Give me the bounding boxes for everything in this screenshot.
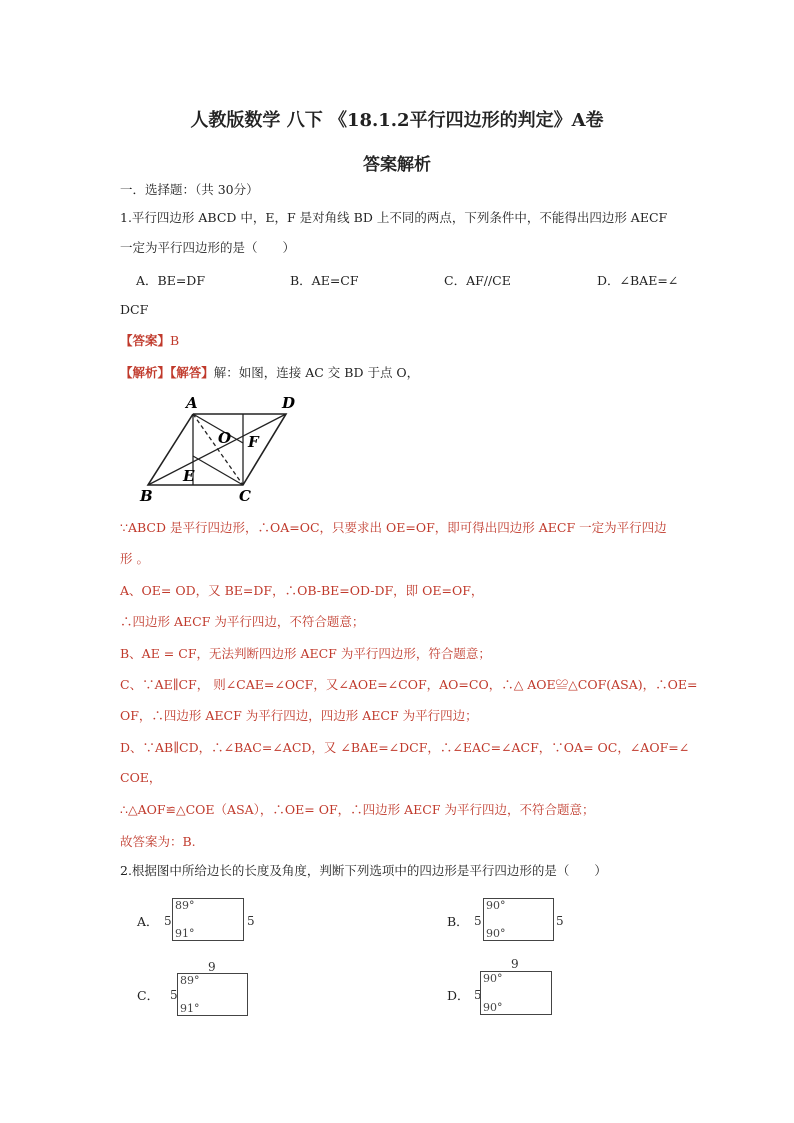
q2-a-bottom-angle: 91° xyxy=(175,927,195,940)
q1-option-c: C．AF//CE xyxy=(444,273,511,288)
analysis-label: 【解析】【解答】 xyxy=(120,365,214,380)
q2-c-top-side: 9 xyxy=(208,960,216,974)
segment-ec xyxy=(193,456,243,485)
analysis-text: 解：如图，连接 AC 交 BD 于点 O， xyxy=(213,365,420,380)
solution-line-2: 形 。 xyxy=(120,551,149,566)
q2-option-c-label: C． xyxy=(137,988,160,1003)
label-e: E xyxy=(183,467,195,485)
label-o: O xyxy=(218,429,232,447)
q2-a-right-side: 5 xyxy=(247,914,255,928)
q1-analysis xyxy=(120,365,419,381)
q2-d-top-angle: 90° xyxy=(483,972,503,985)
q2-c-top-angle: 89° xyxy=(180,974,200,987)
q2-c-left-side: 5 xyxy=(170,988,178,1002)
solution-line-11: 故答案为：B. xyxy=(120,834,196,849)
answer-label: 【答案】 xyxy=(120,333,171,348)
solution-line-1: ∵ABCD 是平行四边形，∴OA=OC，只要求出 OE=OF，即可得出四边形 AECF 一定为平行四边 xyxy=(120,520,667,535)
q2-option-b-label: B． xyxy=(447,914,469,929)
q2-stem: 2.根据图中所给边长的长度及角度，判断下列选项中的四边形是平行四边形的是（ ） xyxy=(120,863,607,878)
q2-b-right-side: 5 xyxy=(556,914,564,928)
q2-a-top-angle: 89° xyxy=(175,899,195,912)
q2-option-d-label: D． xyxy=(447,988,470,1003)
q1-option-d-cont: DCF xyxy=(120,302,149,317)
answer-value: B xyxy=(170,333,180,348)
solution-line-7: OF，∴四边形 AECF 为平行四边，四边形 AECF 为平行四边； xyxy=(120,708,478,723)
q1-option-a: A．BE=DF xyxy=(136,273,206,288)
solution-line-8: D、∵AB∥CD，∴∠BAC=∠ACD，又 ∠BAE=∠DCF，∴∠EAC=∠ACF，∵OA= OC，∠AOF=∠ xyxy=(120,740,690,755)
page-title: 人教版数学 八下 《18.1.2平行四边形的判定》A卷 xyxy=(190,110,604,131)
solution-line-3: A、OE= OD，又 BE=DF，∴OB-BE=OD-DF，即 OE=OF， xyxy=(120,583,484,598)
q1-stem-line1: 1.平行四边形 ABCD 中，E，F 是对角线 BD 上不同的两点，下列条件中，不能得出四边形 AECF xyxy=(120,210,668,225)
label-d: D xyxy=(282,394,296,412)
solution-line-9: COE， xyxy=(120,770,162,785)
solution-line-6: C、∵AE∥CF， 则∠CAE=∠OCF，又∠AOE=∠COF，AO=CO，∴△ AOE≌△COF(ASA)，∴OE= xyxy=(120,677,698,692)
q1-answer xyxy=(120,333,179,349)
q2-d-bottom-angle: 90° xyxy=(483,1001,503,1014)
q2-c-bottom-angle: 91° xyxy=(180,1002,200,1015)
q2-a-left-side: 5 xyxy=(164,914,172,928)
q2-option-a-label: A． xyxy=(137,914,159,929)
solution-line-4: ∴四边形 AECF 为平行四边，不符合题意； xyxy=(120,614,365,629)
label-f: F xyxy=(248,433,259,451)
parallelogram-figure xyxy=(136,392,306,507)
page-subtitle: 答案解析 xyxy=(363,155,431,175)
q2-b-left-side: 5 xyxy=(474,914,482,928)
q2-b-bottom-angle: 90° xyxy=(486,927,506,940)
q1-stem-line2: 一定为平行四边形的是（ ） xyxy=(120,240,296,255)
label-c: C xyxy=(239,487,251,505)
q2-b-top-angle: 90° xyxy=(486,899,506,912)
solution-line-10: ∴△AOF≌△COE（ASA），∴OE= OF，∴四边形 AECF 为平行四边，不符合题意； xyxy=(120,802,595,817)
q1-option-d: D．∠BAE=∠ xyxy=(597,273,679,288)
section-heading: 一．选择题：（共 30分） xyxy=(120,182,259,197)
solution-line-5: B、AE = CF，无法判断四边形 AECF 为平行四边形，符合题意； xyxy=(120,646,491,661)
label-a: A xyxy=(186,394,198,412)
q2-d-top-side: 9 xyxy=(511,957,519,971)
q1-option-b: B．AE=CF xyxy=(290,273,359,288)
label-b: B xyxy=(140,487,153,505)
q2-d-left-side: 5 xyxy=(474,988,482,1002)
